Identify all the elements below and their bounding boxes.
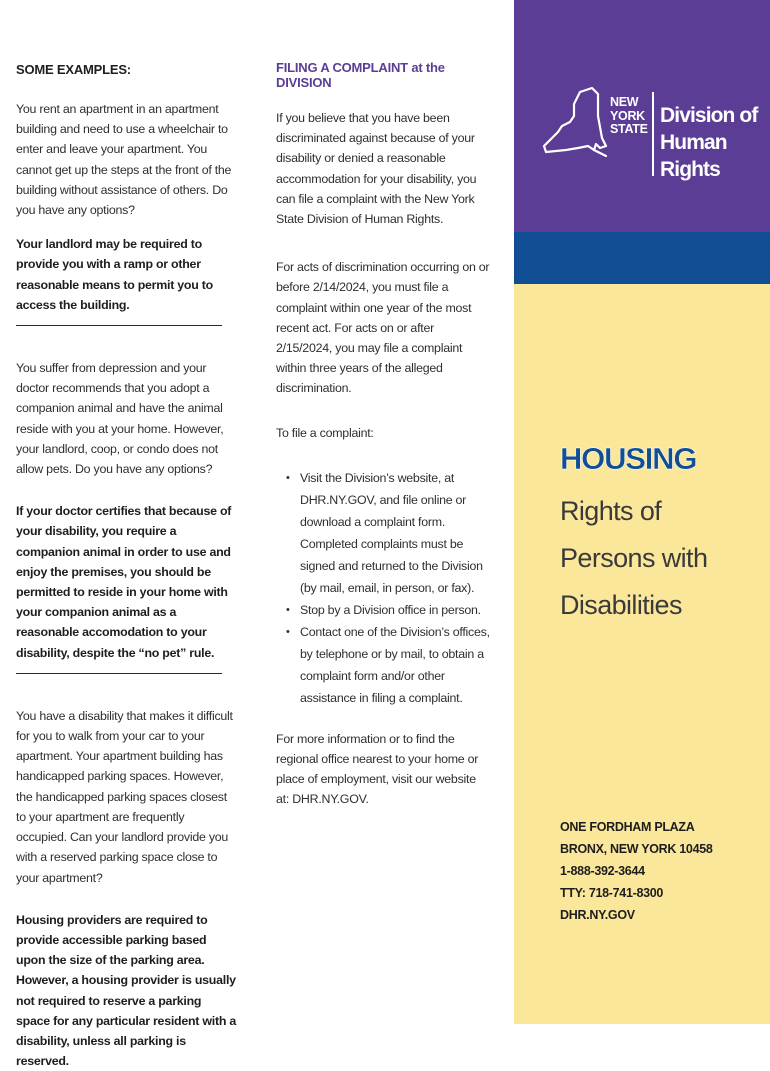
logo-divider [652,92,654,176]
example-answer: If your doctor certifies that because of your disability, you require a companion animal in order to use and enjoy the premises, you should be permitted to reside in your home with your companion animal as a reasonable accomodation to your disability, despite the “no pet” rule. [16,504,232,660]
blue-band [514,232,770,284]
example-question: You suffer from depression and your doctor recommends that you adopt a companion animal and have the animal reside with you at your home. However, your landlord, coop, or condo does not allow pets. Do you have any options? [16,361,224,477]
subtitle-line: Persons with [560,543,708,573]
address-line: BRONX, NEW YORK 10458 [560,842,713,856]
contact-block [560,816,713,926]
phone-number: 1-888-392-3644 [560,864,645,878]
new-york-state-map-icon [540,86,612,166]
list-item: • Visit the Division’s website, at DHR.NY.GOV, and file online or download a complaint form. Completed complaints must be signed and returned to the Division (by mail, email, in person, or fax). [290,467,492,599]
divider [16,325,222,326]
filing-options-list [290,467,492,709]
website: DHR.NY.GOV [560,908,635,922]
filing-deadline: For acts of discrimination occurring on or before 2/14/2024, you must file a complaint within one year of the most recent act. For acts on or after 2/15/2024, you may file a complaint within three years of the alleged discrimination. [276,260,490,396]
cover-panel [514,0,770,1024]
nys-line: STATE [610,122,648,136]
subtitle-line: Rights of [560,496,662,526]
nys-line: YORK [610,108,645,123]
more-info: For more information or to find the regional office nearest to your home or place of employment, visit our website at: DHR.NY.GOV. [276,731,479,807]
tty-number: TTY: 718-741-8300 [560,886,664,900]
filing-intro: If you believe that you have been discriminated against because of your disability or denied a reasonable accommodation for your disability, you can file a complaint with the New York State Division of Human Rights. [276,111,477,227]
example-question: You rent an apartment in an apartment building and need to use a wheelchair to enter and leave your apartment. You cannot get up the steps at the front of the building without assistance of others. Do you have any options? [16,102,232,218]
filing-column [276,60,492,810]
divider [16,673,222,674]
filing-heading: FILING A COMPLAINT at the DIVISION [276,60,445,90]
subtitle-line: Disabilities [560,590,682,620]
agency-logo [540,86,760,186]
agency-name [660,102,760,183]
example-question: You have a disability that makes it difficult for you to walk from your car to your apartment. Your apartment building has handicapped parking spaces. However, the handicapped parking spaces closest to your apartment are frequently occupied. Can your landlord provide you with a reserved parking space close to your apartment? [16,708,233,885]
brochure-title [560,440,707,629]
agency-name-line: Division of [660,104,758,127]
examples-column [16,62,238,1071]
list-item: • Contact one of the Division’s offices, by telephone or by mail, to obtain a complaint form and/or other assistance in filing a complaint. [290,621,492,709]
filing-instructions-label: To file a complaint: [276,425,374,440]
title-housing: HOUSING [560,441,697,476]
examples-heading: SOME EXAMPLES: [16,62,131,77]
agency-name-line: Human Rights [660,131,727,181]
address-line: ONE FORDHAM PLAZA [560,820,695,834]
nys-line: NEW [610,95,639,109]
header-band [514,0,770,232]
example-answer: Housing providers are required to provide accessible parking based upon the size of the parking area. However, a housing provider is usually not required to reserve a parking space for any particular resident with a disability, unless all parking is reserved. [16,912,236,1069]
nys-wordmark [610,96,648,137]
example-answer: Your landlord may be required to provide you with a ramp or other reasonable means to permit you to access the building. [16,237,213,312]
list-item: • Stop by a Division office in person. [290,599,492,621]
